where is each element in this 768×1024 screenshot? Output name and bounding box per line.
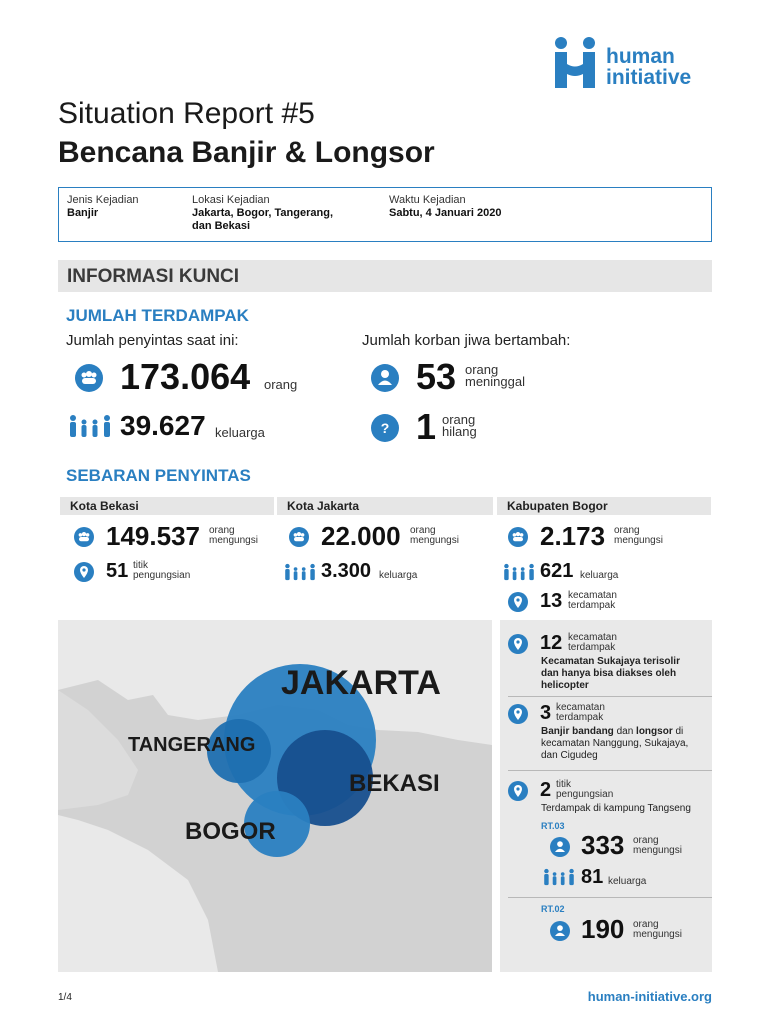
side-block2-unit-1: kecamatan (556, 702, 605, 713)
bekasi-unit-1: orang (209, 525, 235, 536)
side-block2-desc-mid: dan (613, 726, 637, 737)
divider (508, 770, 712, 771)
location-pin-icon (508, 634, 528, 654)
bekasi-unit (209, 526, 258, 546)
people-group-icon (75, 364, 103, 392)
bekasi-header: Kota Bekasi (60, 497, 274, 515)
affected-area-map (58, 620, 492, 972)
event-type-value: Banjir (67, 207, 99, 219)
rt03-unit-2: mengungsi (633, 845, 682, 856)
location-pin-icon (508, 781, 528, 801)
jakarta-families-unit: keluarga (379, 570, 418, 581)
bogor-unit-1: orang (614, 525, 640, 536)
family-icon (542, 868, 576, 886)
rt02-count: 190 (581, 914, 625, 944)
jakarta-count: 22.000 (321, 521, 401, 551)
side-block1-unit-1: kecamatan (568, 632, 617, 643)
page-number: 1/4 (58, 992, 72, 1003)
person-icon (550, 837, 570, 857)
report-subtitle: Bencana Banjir & Longsor (58, 136, 435, 169)
map-label-tangerang: TANGERANG (128, 734, 256, 756)
side-block1-desc-1: Kecamatan Sukajaya terisolir (541, 656, 680, 667)
divider (508, 696, 712, 697)
bogor-families: 621 (540, 560, 574, 582)
bogor-header: Kabupaten Bogor (497, 497, 711, 515)
survivors-unit: orang (264, 377, 298, 392)
side-block2-desc-bold-1: Banjir bandang (541, 726, 614, 737)
website-link[interactable]: human-initiative.org (587, 989, 712, 1004)
family-icon (283, 563, 317, 581)
rt03-count: 333 (581, 830, 625, 860)
rt03-unit (633, 836, 682, 856)
side-block3-unit-2: pengungsian (556, 789, 614, 800)
jakarta-unit-1: orang (410, 525, 436, 536)
victims-label: Jumlah korban jiwa bertambah: (362, 332, 571, 349)
event-time (389, 194, 502, 220)
rt03-unit-1: orang (633, 835, 659, 846)
side-block2-desc-bold-2: longsor (636, 726, 673, 737)
jakarta-families: 3.300 (321, 560, 372, 582)
brand-wordmark (606, 46, 691, 88)
missing-count: 1 (416, 406, 437, 447)
bogor-unit (614, 526, 663, 546)
side-block3-unit (556, 780, 613, 800)
side-block2-desc-1 (541, 726, 688, 738)
missing-unit-2: hilang (442, 424, 477, 439)
location-pin-icon (74, 562, 94, 582)
event-location (192, 194, 333, 233)
map-label-bogor: BOGOR (185, 818, 276, 845)
bekasi-points-unit (133, 561, 190, 581)
side-block2-desc-end: di (672, 726, 684, 737)
family-icon (67, 414, 113, 438)
survivors-label: Jumlah penyintas saat ini: (66, 332, 239, 349)
missing-person-icon (371, 414, 399, 442)
event-location-value-2: dan Bekasi (192, 220, 251, 232)
bekasi-points: 51 (106, 560, 129, 582)
side-block2-desc (541, 726, 688, 762)
bekasi-unit-2: mengungsi (209, 535, 258, 546)
side-block2-desc-2: kecamatan Nanggung, Sukajaya, (541, 738, 689, 749)
map-label-jakarta: JAKARTA (281, 664, 441, 702)
side-block2-unit-2: terdampak (556, 712, 604, 723)
dead-unit-1: orang (465, 362, 499, 377)
rt03-families-unit: keluarga (608, 876, 647, 887)
event-time-value: Sabtu, 4 Januari 2020 (389, 207, 502, 219)
map-label-bekasi: BEKASI (349, 770, 440, 797)
side-block2-count: 3 (540, 702, 552, 724)
brand-logo (552, 36, 722, 92)
survivors-count: 173.064 (120, 356, 251, 397)
side-block3-unit-1: titik (556, 779, 571, 790)
bogor-unit-2: mengungsi (614, 535, 663, 546)
human-initiative-logo-icon (552, 36, 598, 90)
affected-title: JUMLAH TERDAMPAK (66, 306, 249, 325)
divider (508, 897, 712, 898)
rt02-label: RT.02 (541, 904, 565, 914)
bekasi-points-unit-1: titik (133, 560, 148, 571)
key-info-title: INFORMASI KUNCI (67, 266, 240, 287)
event-location-label: Lokasi Kejadian (192, 194, 270, 206)
rt02-unit-2: mengungsi (633, 929, 682, 940)
jakarta-unit (410, 526, 459, 546)
people-group-icon (289, 527, 309, 547)
report-title: Situation Report #5 (58, 97, 315, 130)
bekasi-points-unit-2: pengungsian (133, 570, 191, 581)
rt02-unit-1: orang (633, 919, 659, 930)
families-count: 39.627 (120, 410, 206, 441)
side-block1-desc-2: dan hanya bisa diakses oleh (541, 668, 677, 679)
person-icon (371, 364, 399, 392)
dead-unit (465, 364, 525, 388)
side-block1-count: 12 (540, 632, 563, 654)
event-type-label: Jenis Kejadian (67, 194, 139, 206)
event-type (67, 194, 139, 220)
side-block1-desc-3: helicopter (541, 680, 589, 691)
bogor-districts-unit (568, 591, 617, 611)
location-pin-icon (508, 592, 528, 612)
brand-line-2: initiative (606, 66, 692, 89)
missing-unit-1: orang (442, 412, 476, 427)
bogor-families-unit: keluarga (580, 570, 619, 581)
dead-unit-2: meninggal (465, 374, 525, 389)
distribution-title: SEBARAN PENYINTAS (66, 466, 251, 485)
rt03-families: 81 (581, 866, 604, 888)
key-info-header (58, 260, 712, 292)
rt03-label: RT.03 (541, 821, 565, 831)
event-info-box (58, 187, 712, 242)
bekasi-count: 149.537 (106, 521, 200, 551)
side-block3-desc: Terdampak di kampung Tangseng (541, 803, 691, 814)
person-icon (550, 921, 570, 941)
side-block1-unit (568, 633, 617, 653)
dead-count: 53 (416, 356, 457, 397)
bogor-districts: 13 (540, 590, 563, 612)
svg-text:?: ? (380, 420, 390, 436)
jakarta-unit-2: mengungsi (410, 535, 459, 546)
side-block3-count: 2 (540, 779, 552, 801)
jakarta-header: Kota Jakarta (277, 497, 493, 515)
family-icon (502, 563, 536, 581)
event-location-value-1: Jakarta, Bogor, Tangerang, (192, 207, 334, 219)
people-group-icon (74, 527, 94, 547)
bogor-count: 2.173 (540, 521, 606, 551)
rt02-unit (633, 920, 682, 940)
brand-line-1: human (606, 45, 675, 68)
bogor-districts-unit-1: kecamatan (568, 590, 617, 601)
side-block1-unit-2: terdampak (568, 642, 616, 653)
bogor-districts-unit-2: terdampak (568, 600, 616, 611)
side-block2-desc-3: dan Cigudeg (541, 750, 598, 761)
missing-unit (442, 414, 477, 438)
side-block2-unit (556, 703, 605, 723)
people-group-icon (508, 527, 528, 547)
location-pin-icon (508, 704, 528, 724)
families-unit: keluarga (215, 425, 265, 440)
side-block1-desc (541, 656, 680, 692)
event-time-label: Waktu Kejadian (389, 194, 466, 206)
